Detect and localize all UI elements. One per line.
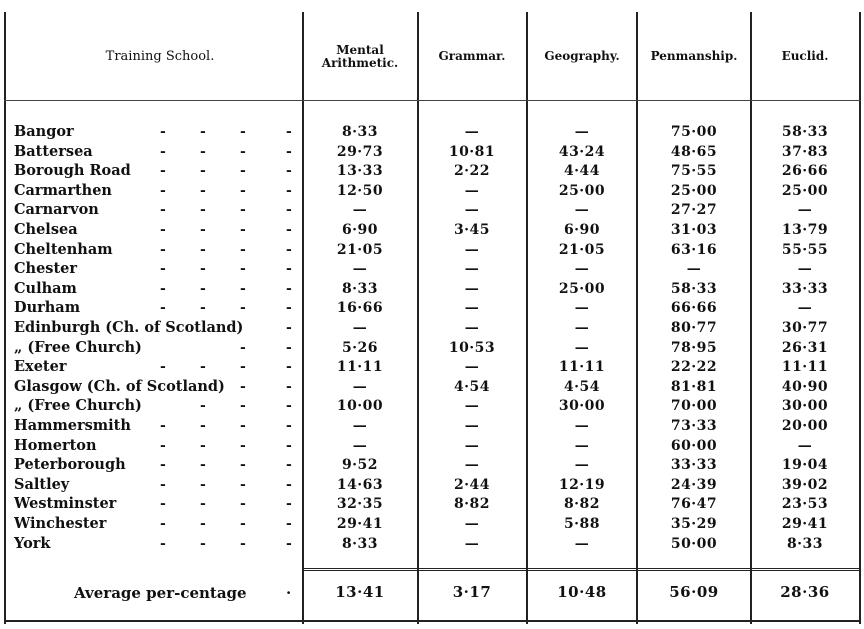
- cell-geography: 6·90: [563, 222, 601, 238]
- cell-euclid: 58·33: [781, 124, 829, 140]
- cell-euclid: —: [797, 261, 813, 278]
- cell-grammar: 8·82: [453, 496, 491, 513]
- cell-mental: —: [352, 437, 368, 454]
- school-name: Chelsea: [14, 221, 78, 238]
- cell-geography: —: [574, 320, 590, 336]
- cell-mental: —: [352, 378, 368, 395]
- cell-penmanship: 81·81: [670, 378, 718, 395]
- cell-euclid: —: [797, 202, 813, 219]
- cell-euclid: —: [797, 437, 813, 454]
- cell-grammar: —: [464, 280, 480, 297]
- school-name: Homerton: [14, 436, 97, 454]
- leader-dot: -: [286, 261, 292, 278]
- leader-dot: -: [286, 378, 292, 395]
- school-name: York: [14, 534, 51, 552]
- leader-dot: -: [240, 437, 246, 454]
- cell-mental: 9·52: [341, 457, 379, 474]
- leader-dot: -: [240, 261, 246, 278]
- table-row: [0, 300, 864, 316]
- cell-grammar: 3·45: [453, 222, 491, 238]
- leader-dot: -: [240, 398, 246, 415]
- school-name: Cheltenham: [14, 240, 113, 258]
- cell-euclid: 23·53: [781, 496, 829, 513]
- table-row: [0, 144, 864, 160]
- cell-grammar: 4·54: [453, 378, 491, 395]
- leader-dot: -: [200, 241, 206, 258]
- rule-col1: [302, 12, 304, 624]
- leader-dot: -: [286, 535, 292, 552]
- cell-euclid: 55·55: [781, 241, 829, 258]
- leader-dot: -: [200, 398, 206, 415]
- cell-grammar: 2·44: [453, 476, 491, 493]
- cell-geography: 4·54: [563, 378, 601, 395]
- leader-dot: -: [286, 398, 292, 415]
- leader-dot: -: [200, 359, 206, 376]
- cell-euclid: 25·00: [781, 182, 829, 199]
- cell-euclid: 19·04: [781, 457, 829, 474]
- school-name: „ (Free Church): [14, 338, 142, 356]
- cell-penmanship: 75·00: [670, 124, 718, 140]
- leader-dot: -: [200, 124, 206, 140]
- table-row: [0, 359, 864, 375]
- cell-geography: 4·44: [563, 163, 601, 180]
- table-row: [0, 496, 864, 512]
- leader-dot: -: [286, 241, 292, 258]
- cell-mental: 29·73: [336, 143, 384, 160]
- table-row: [0, 202, 864, 218]
- table-row: [0, 281, 864, 297]
- school-name: Peterborough: [14, 456, 126, 474]
- leader-dot: -: [240, 241, 246, 258]
- header-grammar: Grammar.: [438, 49, 506, 63]
- cell-grammar: —: [464, 398, 480, 415]
- rule-col3: [526, 12, 528, 624]
- cell-penmanship: 33·33: [670, 457, 718, 474]
- cell-penmanship: 80·77: [670, 320, 718, 336]
- rule-left: [4, 12, 6, 624]
- leader-dot: -: [200, 182, 206, 199]
- leader-dot: -: [160, 418, 166, 434]
- cell-geography: —: [574, 300, 590, 317]
- leader-dot: -: [200, 496, 206, 513]
- leader-dot: -: [200, 163, 206, 180]
- leader-dot: -: [240, 124, 246, 140]
- school-name: Winchester: [14, 515, 107, 532]
- rule-col5: [750, 12, 752, 624]
- leader-dot: -: [200, 457, 206, 474]
- school-name: Hammersmith: [14, 417, 131, 434]
- cell-euclid: 29·41: [781, 516, 829, 532]
- cell-grammar: —: [464, 437, 480, 454]
- leader-dot: -: [240, 476, 246, 493]
- leader-dot: -: [200, 516, 206, 532]
- leader-dot: -: [200, 202, 206, 219]
- cell-penmanship: 31·03: [670, 222, 718, 238]
- school-name: Glasgow (Ch. of Scotland): [14, 377, 225, 395]
- leader-dot: -: [160, 476, 166, 493]
- leader-dot: -: [286, 476, 292, 493]
- table-row: [0, 340, 864, 356]
- cell-geography: 11·11: [558, 359, 606, 376]
- leader-dot: -: [240, 496, 246, 513]
- leader-dot: -: [200, 300, 206, 317]
- cell-geography: —: [574, 124, 590, 140]
- average-geography: 10·48: [557, 583, 607, 601]
- leader-dot: -: [200, 437, 206, 454]
- header-mental-arithmetic: [304, 44, 416, 70]
- cell-penmanship: 35·29: [670, 516, 718, 532]
- cell-grammar: —: [464, 182, 480, 199]
- table-row: [0, 438, 864, 454]
- cell-penmanship: 70·00: [670, 398, 718, 415]
- leader-dot: -: [200, 418, 206, 434]
- header-penmanship: Penmanship.: [650, 49, 738, 63]
- cell-mental: 13·33: [336, 163, 384, 180]
- leader-dot: -: [160, 359, 166, 376]
- cell-geography: 12·19: [558, 476, 606, 493]
- table-row: [0, 379, 864, 395]
- leader-dot: -: [160, 241, 166, 258]
- leader-dot: -: [240, 516, 246, 532]
- leader-dot: -: [200, 476, 206, 493]
- school-name: Bangor: [14, 123, 74, 140]
- cell-euclid: 26·31: [781, 339, 829, 356]
- leader-dot: -: [200, 261, 206, 278]
- table-row: [0, 124, 864, 140]
- school-name: Carmarthen: [14, 181, 112, 199]
- cell-penmanship: —: [686, 261, 702, 278]
- cell-penmanship: 66·66: [670, 300, 718, 317]
- cell-mental: —: [352, 418, 368, 434]
- school-name: Battersea: [14, 142, 93, 160]
- cell-penmanship: 48·65: [670, 143, 718, 160]
- leader-dot: -: [286, 457, 292, 474]
- rule-header-bottom: [4, 100, 861, 101]
- cell-euclid: 8·33: [786, 535, 824, 552]
- cell-grammar: —: [464, 261, 480, 278]
- table-row: [0, 398, 864, 414]
- table-row: [0, 222, 864, 238]
- header-geography: Geography.: [544, 49, 620, 63]
- leader-dot: -: [286, 437, 292, 454]
- rule-bottom: [4, 620, 861, 622]
- cell-geography: —: [574, 261, 590, 278]
- leader-dot: -: [160, 535, 166, 552]
- leader-dot: -: [240, 359, 246, 376]
- cell-mental: 14·63: [336, 476, 384, 493]
- leader-dot: -: [286, 202, 292, 219]
- leader-dot: -: [160, 457, 166, 474]
- leader-dot: -: [240, 182, 246, 199]
- leader-dot: -: [286, 516, 292, 532]
- cell-penmanship: 24·39: [670, 476, 718, 493]
- cell-geography: —: [574, 457, 590, 474]
- leader-dot: -: [240, 418, 246, 434]
- cell-euclid: 30·77: [781, 320, 829, 336]
- leader-dot: -: [286, 496, 292, 513]
- cell-geography: —: [574, 535, 590, 552]
- leader-dot: -: [160, 143, 166, 160]
- leader-dot: -: [240, 535, 246, 552]
- cell-euclid: 26·66: [781, 163, 829, 180]
- leader-dot: -: [200, 280, 206, 297]
- leader-dot: -: [240, 163, 246, 180]
- cell-euclid: 13·79: [781, 222, 829, 238]
- header-euclid: Euclid.: [781, 49, 829, 63]
- average-penmanship: 56·09: [669, 583, 719, 601]
- school-name: Exeter: [14, 358, 67, 376]
- rule-col4: [636, 12, 638, 624]
- cell-mental: 32·35: [336, 496, 384, 513]
- school-name: „ (Free Church): [14, 397, 142, 415]
- leader-dot: -: [160, 124, 166, 140]
- cell-mental: —: [352, 320, 368, 336]
- cell-mental: 11·11: [336, 359, 384, 376]
- cell-penmanship: 63·16: [670, 241, 718, 258]
- leader-dot: -: [286, 143, 292, 160]
- leader-dot: -: [200, 535, 206, 552]
- cell-geography: 21·05: [558, 241, 606, 258]
- table-row: [0, 261, 864, 277]
- header-mental-line2: Arithmetic.: [321, 56, 399, 70]
- cell-grammar: —: [464, 241, 480, 258]
- cell-geography: 30·00: [558, 398, 606, 415]
- leader-dot: -: [286, 418, 292, 434]
- leader-dot: -: [160, 222, 166, 238]
- leader-dot: -: [160, 280, 166, 297]
- cell-grammar: —: [464, 359, 480, 376]
- cell-grammar: —: [464, 202, 480, 219]
- cell-grammar: —: [464, 418, 480, 434]
- average-mental: 13·41: [335, 583, 385, 601]
- cell-grammar: —: [464, 457, 480, 474]
- leader-dot: -: [160, 300, 166, 317]
- leader-dot: -: [160, 516, 166, 532]
- school-name: Culham: [14, 279, 77, 297]
- leader-dot: -: [286, 320, 292, 336]
- cell-mental: 16·66: [336, 300, 384, 317]
- header-mental-line1: Mental: [336, 43, 384, 57]
- leader-dot: -: [286, 163, 292, 180]
- average-label: Average per-centage: [74, 584, 247, 602]
- cell-geography: —: [574, 339, 590, 356]
- leader-dot: -: [200, 222, 206, 238]
- table-row: [0, 183, 864, 199]
- cell-euclid: 20·00: [781, 418, 829, 434]
- leader-dot: -: [240, 300, 246, 317]
- cell-geography: —: [574, 202, 590, 219]
- cell-penmanship: 60·00: [670, 437, 718, 454]
- cell-mental: 21·05: [336, 241, 384, 258]
- cell-euclid: 11·11: [781, 359, 829, 376]
- cell-euclid: 30·00: [781, 398, 829, 415]
- cell-mental: 8·33: [341, 280, 379, 297]
- school-name: Edinburgh (Ch. of Scotland): [14, 319, 244, 336]
- cell-geography: 8·82: [563, 496, 601, 513]
- cell-penmanship: 27·27: [670, 202, 718, 219]
- cell-mental: —: [352, 202, 368, 219]
- cell-grammar: —: [464, 320, 480, 336]
- leader-dot: -: [286, 339, 292, 356]
- leader-dot: -: [286, 182, 292, 199]
- cell-euclid: —: [797, 300, 813, 317]
- leader-dot: -: [240, 339, 246, 356]
- school-name: Westminster: [14, 495, 117, 513]
- cell-penmanship: 75·55: [670, 163, 718, 180]
- cell-mental: 8·33: [341, 535, 379, 552]
- cell-penmanship: 76·47: [670, 496, 718, 513]
- rule-right: [859, 12, 861, 624]
- cell-grammar: 2·22: [453, 163, 491, 180]
- table-row: [0, 536, 864, 552]
- table-row: [0, 457, 864, 473]
- leader-dot: -: [240, 202, 246, 219]
- table-row: [0, 516, 864, 532]
- school-name: Chester: [14, 260, 78, 278]
- school-name: Saltley: [14, 475, 70, 493]
- cell-mental: —: [352, 261, 368, 278]
- average-euclid: 28·36: [780, 583, 830, 601]
- cell-grammar: —: [464, 124, 480, 140]
- cell-penmanship: 50·00: [670, 535, 718, 552]
- school-name: Durham: [14, 299, 81, 317]
- leader-dot: -: [240, 143, 246, 160]
- leader-dot: -: [240, 378, 246, 395]
- school-name: Borough Road: [14, 162, 131, 180]
- cell-penmanship: 73·33: [670, 418, 718, 434]
- cell-grammar: —: [464, 516, 480, 532]
- cell-geography: —: [574, 418, 590, 434]
- header-training-school: Training School.: [105, 49, 215, 64]
- table-row: [0, 320, 864, 336]
- cell-geography: 43·24: [558, 143, 606, 160]
- leader-dot: -: [240, 280, 246, 297]
- table-row: [0, 477, 864, 493]
- cell-euclid: 40·90: [781, 378, 829, 395]
- leader-dot: -: [286, 222, 292, 238]
- leader-dot: -: [286, 280, 292, 297]
- cell-mental: 6·90: [341, 222, 379, 238]
- leader-dot: -: [286, 124, 292, 140]
- leader-dot: -: [286, 359, 292, 376]
- cell-euclid: 33·33: [781, 280, 829, 297]
- cell-grammar: 10·81: [448, 143, 496, 160]
- leader-dot: -: [240, 457, 246, 474]
- leader-dot: -: [160, 163, 166, 180]
- cell-grammar: 10·53: [448, 339, 496, 356]
- table-row: [0, 163, 864, 179]
- cell-geography: 25·00: [558, 280, 606, 297]
- cell-mental: 29·41: [336, 516, 384, 532]
- cell-geography: 25·00: [558, 182, 606, 199]
- rule-average-top: [302, 568, 861, 571]
- cell-penmanship: 78·95: [670, 339, 718, 356]
- cell-mental: 12·50: [336, 182, 384, 199]
- leader-dot: -: [160, 437, 166, 454]
- cell-grammar: —: [464, 535, 480, 552]
- cell-grammar: —: [464, 300, 480, 317]
- cell-mental: 5·26: [341, 339, 379, 356]
- cell-euclid: 37·83: [781, 143, 829, 160]
- cell-mental: 8·33: [341, 124, 379, 140]
- table-row: [0, 242, 864, 258]
- rule-col2: [417, 12, 419, 624]
- leader-dot: -: [160, 182, 166, 199]
- cell-geography: —: [574, 437, 590, 454]
- leader-dot: -: [160, 261, 166, 278]
- cell-geography: 5·88: [563, 516, 601, 532]
- cell-euclid: 39·02: [781, 476, 829, 493]
- cell-penmanship: 58·33: [670, 280, 718, 297]
- cell-penmanship: 22·22: [670, 359, 718, 376]
- school-name: Carnarvon: [14, 201, 99, 219]
- leader-dot: -: [240, 222, 246, 238]
- average-dot: ·: [286, 584, 292, 602]
- cell-penmanship: 25·00: [670, 182, 718, 199]
- average-grammar: 3·17: [452, 583, 492, 601]
- leader-dot: -: [160, 496, 166, 513]
- leader-dot: -: [160, 202, 166, 219]
- cell-mental: 10·00: [336, 398, 384, 415]
- leader-dot: -: [286, 300, 292, 317]
- table-row: [0, 418, 864, 434]
- leader-dot: -: [200, 143, 206, 160]
